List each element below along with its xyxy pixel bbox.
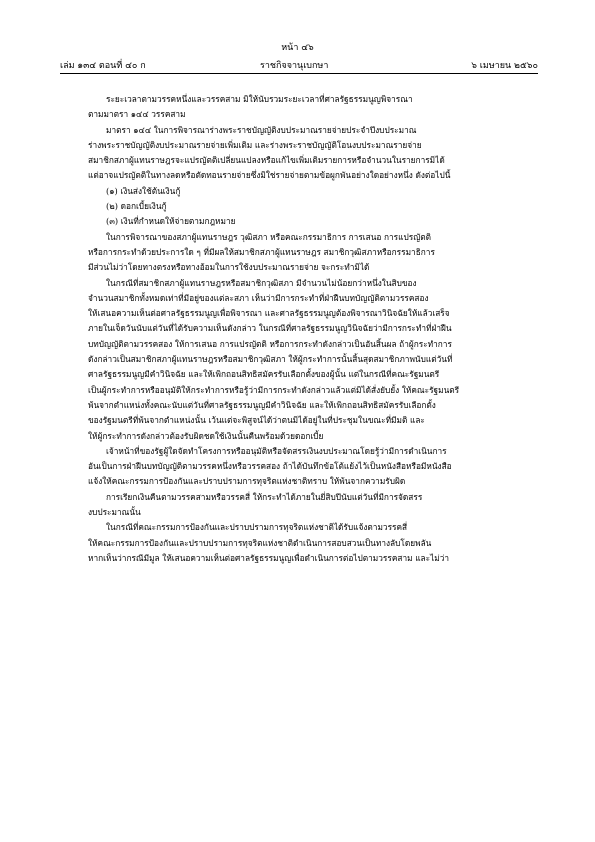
text-line: ให้เสนอความเห็นต่อศาลรัฐธรรมนูญเพื่อพิจารณา และศาลรัฐธรรมนูญต้องพิจารณาวินิจฉัยให้แล้วเสร็จ — [88, 308, 450, 319]
text-line: หากเห็นว่ากรณีมีมูล ให้เสนอความเห็นต่อศาลรัฐธรรมนูญเพื่อดำเนินการต่อไปตามวรรคสาม และไม่ว่า — [88, 552, 450, 563]
text-line: แต่อาจแปรญัตติในทางลดหรือตัดทอนรายจ่ายซึ่งมิใช่รายจ่ายตามข้อผูกพันอย่างใดอย่างหนึ่ง ดังต่อไปนี้ — [88, 170, 451, 181]
body-text — [88, 92, 538, 566]
text-line: ร่างพระราชบัญญัติงบประมาณรายจ่ายเพิ่มเติม และร่างพระราชบัญญัติโอนงบประมาณรายจ่าย — [88, 139, 422, 150]
text-line: บทบัญญัติตามวรรคสอง ให้การเสนอ การแปรญัตติ หรือการกระทำดังกล่าวเป็นอันสิ้นผล ถ้าผู้กระทำการ — [88, 338, 452, 349]
text-line: ในกรณีที่คณะกรรมการป้องกันและปราบปรามการทุจริตแห่งชาติได้รับแจ้งตามวรรคสี่ — [106, 522, 408, 533]
text-line: อันเป็นการฝ่าฝืนบทบัญญัติตามวรรคหนึ่งหรือวรรคสอง ถ้าได้บันทึกข้อโต้แย้งไว้เป็นหนังสือหรือมีหนังสือ — [88, 461, 452, 472]
text-line: (๓) เงินที่กำหนดให้จ่ายตามกฎหมาย — [106, 216, 236, 227]
text-line: ของรัฐมนตรีที่พ้นจากตำแหน่งนั้น เว้นแต่จะพิสูจน์ได้ว่าตนมิได้อยู่ในที่ประชุมในขณะที่มีมติ และ — [88, 415, 425, 426]
gazette-header — [60, 58, 538, 72]
text-line: (๑) เงินส่งใช้ต้นเงินกู้ — [106, 185, 181, 196]
text-line: หรือการกระทำด้วยประการใด ๆ ที่มีผลให้สมาชิกสภาผู้แทนราษฎร สมาชิกวุฒิสภาหรือกรรมาธิการ — [88, 246, 435, 257]
header-rule — [60, 73, 538, 74]
text-line: เจ้าหน้าที่ของรัฐผู้ใดจัดทำโครงการหรืออนุมัติหรือจัดสรรเงินงบประมาณโดยรู้ว่ามีการดำเนินการ — [106, 445, 447, 456]
text-line: การเรียกเงินคืนตามวรรคสามหรือวรรคสี่ ให้กระทำได้ภายในยี่สิบปีนับแต่วันที่มีการจัดสรร — [106, 491, 423, 502]
text-line: งบประมาณนั้น — [88, 507, 141, 518]
volume-issue: เล่ม ๑๓๔ ตอนที่ ๔๐ ก — [60, 61, 146, 71]
text-line: เป็นผู้กระทำการหรืออนุมัติให้กระทำการหรือรู้ว่ามีการกระทำดังกล่าวแล้วแต่มิได้สั่งยับยั้ง ให้คณะรัฐมนตรี — [88, 384, 460, 395]
text-line: ให้คณะกรรมการป้องกันและปราบปรามการทุจริตแห่งชาติดำเนินการสอบสวนเป็นทางลับโดยพลัน — [88, 537, 432, 548]
publication-date: ๖ เมษายน ๒๕๖๐ — [471, 61, 538, 71]
text-line: สมาชิกสภาผู้แทนราษฎรจะแปรญัตติเปลี่ยนแปลงหรือแก้ไขเพิ่มเติมรายการหรือจำนวนในรายการมิได้ — [88, 155, 445, 166]
text-line: พ้นจากตำแหน่งทั้งคณะนับแต่วันที่ศาลรัฐธรรมนูญมีคำวินิจฉัย และให้เพิกถอนสิทธิสมัครรับเลือกตั้ง — [88, 399, 436, 410]
text-line: ในการพิจารณาของสภาผู้แทนราษฎร วุฒิสภา หรือคณะกรรมาธิการ การเสนอ การแปรญัตติ — [106, 231, 432, 242]
text-line: (๒) ดอกเบี้ยเงินกู้ — [106, 201, 167, 212]
text-line: มาตรา ๑๔๔ ในการพิจารณาร่างพระราชบัญญัติงบประมาณรายจ่ายประจำปีงบประมาณ — [106, 124, 417, 135]
text-line: แจ้งให้คณะกรรมการป้องกันและปราบปรามการทุจริตแห่งชาติทราบ ให้พ้นจากความรับผิด — [88, 476, 406, 487]
text-line: ในกรณีที่สมาชิกสภาผู้แทนราษฎรหรือสมาชิกวุฒิสภา มีจำนวนไม่น้อยกว่าหนึ่งในสิบของ — [106, 277, 417, 288]
text-line: มีส่วนไม่ว่าโดยทางตรงหรือทางอ้อมในการใช้งบประมาณรายจ่าย จะกระทำมิได้ — [88, 262, 370, 273]
text-line: ศาลรัฐธรรมนูญมีคำวินิจฉัย และให้เพิกถอนสิทธิสมัครรับเลือกตั้งของผู้นั้น แต่ในกรณีที่คณะรัฐมนตรี — [88, 369, 440, 380]
text-line: ดังกล่าวเป็นสมาชิกสภาผู้แทนราษฎรหรือสมาชิกวุฒิสภา ให้ผู้กระทำการนั้นสิ้นสุดสมาชิกภาพนับแต่วันที่ — [88, 354, 453, 365]
publication-name: ราชกิจจานุเบกษา — [260, 61, 329, 71]
page-number: หน้า ๔๖ — [281, 43, 314, 53]
text-line: ภายในเจ็ดวันนับแต่วันที่ได้รับความเห็นดังกล่าว ในกรณีที่ศาลรัฐธรรมนูญวินิจฉัยว่ามีการกระทำที่ฝ่าฝืน — [88, 323, 452, 334]
text-line: ระยะเวลาตามวรรคหนึ่งและวรรคสาม มิให้นับรวมระยะเวลาที่ศาลรัฐธรรมนูญพิจารณา — [106, 94, 413, 104]
text-line: ตามมาตรา ๑๔๔ วรรคสาม — [88, 109, 186, 120]
text-line: ให้ผู้กระทำการดังกล่าวต้องรับผิดชดใช้เงินนั้นคืนพร้อมด้วยดอกเบี้ย — [88, 430, 324, 441]
text-line: จำนวนสมาชิกทั้งหมดเท่าที่มีอยู่ของแต่ละสภา เห็นว่ามีการกระทำที่ฝ่าฝืนบทบัญญัติตามวรรคสอง — [88, 292, 429, 303]
